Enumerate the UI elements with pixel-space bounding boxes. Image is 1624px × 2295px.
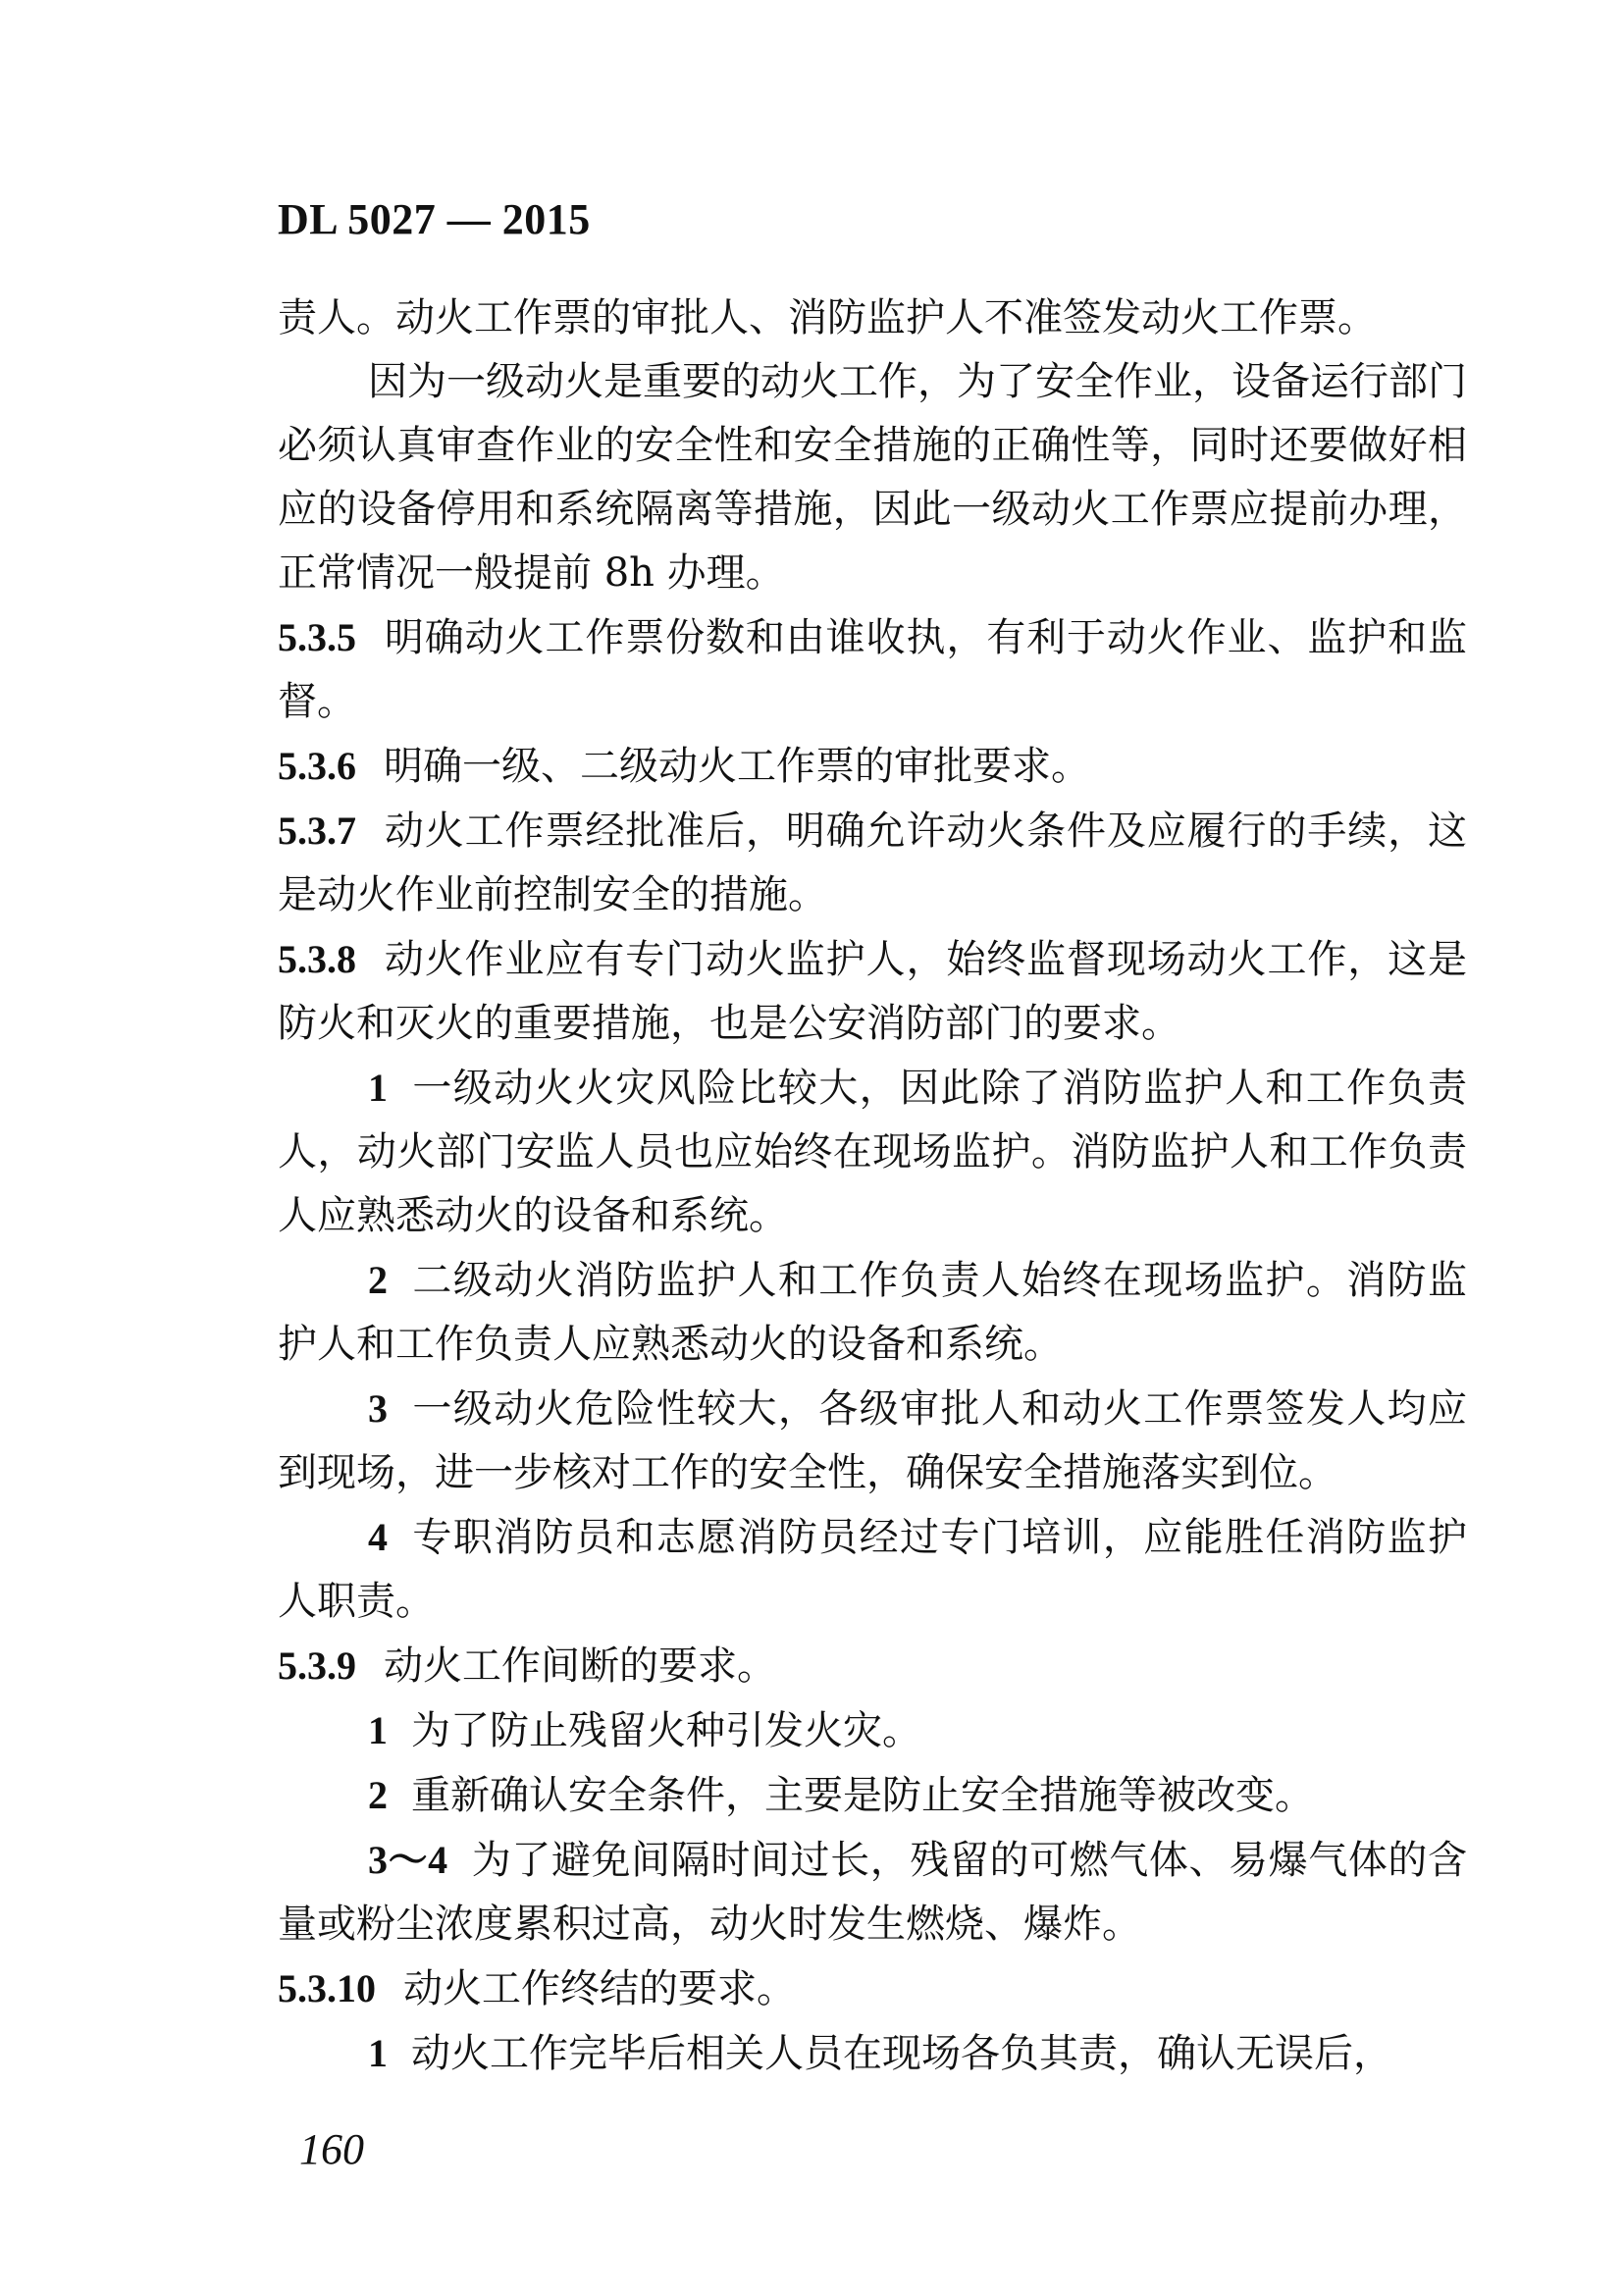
clause-number: 5.3.9	[278, 1643, 356, 1688]
item-text: 一级动火火灾风险比较大，因此除了消防监护人和工作负责人，动火部门安监人员也应始终在现场监护。消防监护人和工作负责人应熟悉动火的设备和系统。	[278, 1066, 1467, 1238]
paragraph-text: 责人。动火工作票的审批人、消防监护人不准签发动火工作票。	[278, 295, 1377, 340]
item-number: 1	[368, 1066, 388, 1110]
paragraph	[278, 287, 1467, 350]
list-item	[278, 2021, 1467, 2086]
item-text: 一级动火危险性较大，各级审批人和动火工作票签发人均应到现场，进一步核对工作的安全性，确保安全措施落实到位。	[278, 1386, 1467, 1495]
item-number: 3	[368, 1386, 388, 1431]
paragraph-text: 因为一级动火是重要的动火工作，为了安全作业，设备运行部门必须认真审查作业的安全性和安全措施的正确性等，同时还要做好相应的设备停用和系统隔离等措施，因此一级动火工作票应提前办理，正常情况一般提前 8h 办理。	[278, 359, 1467, 596]
list-item	[278, 1377, 1467, 1505]
clause-number: 5.3.6	[278, 744, 356, 788]
item-text: 专职消防员和志愿消防员经过专门培训，应能胜任消防监护人职责。	[278, 1515, 1467, 1624]
item-number: 1	[368, 1708, 388, 1752]
list-item	[278, 1763, 1467, 1828]
item-number: 2	[368, 1773, 388, 1817]
item-number: 4	[368, 1515, 388, 1559]
list-item	[278, 1248, 1467, 1377]
clause-5-3-6	[278, 734, 1467, 799]
list-item	[278, 1828, 1467, 1956]
paragraph	[278, 350, 1467, 605]
list-item	[278, 1505, 1467, 1634]
clause-number: 5.3.10	[278, 1966, 376, 2010]
item-text: 为了避免间隔时间过长，残留的可燃气体、易爆气体的含量或粉尘浓度累积过高，动火时发生燃烧、爆炸。	[278, 1838, 1468, 1947]
clause-text: 明确动火工作票份数和由谁收执，有利于动火作业、监护和监督。	[278, 615, 1467, 724]
list-item	[278, 1698, 1467, 1763]
list-item	[278, 1056, 1467, 1248]
item-text: 重新确认安全条件，主要是防止安全措施等被改变。	[411, 1773, 1314, 1818]
clause-text: 明确一级、二级动火工作票的审批要求。	[384, 744, 1090, 789]
clause-number: 5.3.8	[278, 937, 356, 981]
clause-5-3-5	[278, 605, 1467, 734]
item-number: 1	[368, 2031, 388, 2075]
clause-text: 动火工作终结的要求。	[403, 1966, 796, 2011]
clause-number: 5.3.7	[278, 808, 356, 853]
clause-text: 动火工作间断的要求。	[384, 1643, 776, 1689]
page-number: 160	[299, 2125, 364, 2173]
document-body	[278, 287, 1467, 2086]
item-number: 3～4	[368, 1838, 448, 1882]
item-text: 动火工作完毕后相关人员在现场各负其责，确认无误后，	[411, 2031, 1392, 2076]
clause-5-3-7	[278, 799, 1467, 927]
item-number: 2	[368, 1258, 388, 1302]
clause-5-3-9	[278, 1634, 1467, 1698]
item-text: 二级动火消防监护人和工作负责人始终在现场监护。消防监护人和工作负责人应熟悉动火的设备和系统。	[278, 1258, 1467, 1367]
clause-text: 动火作业应有专门动火监护人，始终监督现场动火工作，这是防火和灭火的重要措施，也是公安消防部门的要求。	[278, 937, 1467, 1046]
standard-code-header: DL 5027 — 2015	[278, 195, 591, 243]
clause-5-3-10	[278, 1956, 1467, 2021]
item-text: 为了防止残留火种引发火灾。	[411, 1708, 921, 1753]
clause-text: 动火工作票经批准后，明确允许动火条件及应履行的手续，这是动火作业前控制安全的措施。	[278, 808, 1467, 917]
clause-number: 5.3.5	[278, 615, 356, 659]
clause-5-3-8	[278, 927, 1467, 1056]
